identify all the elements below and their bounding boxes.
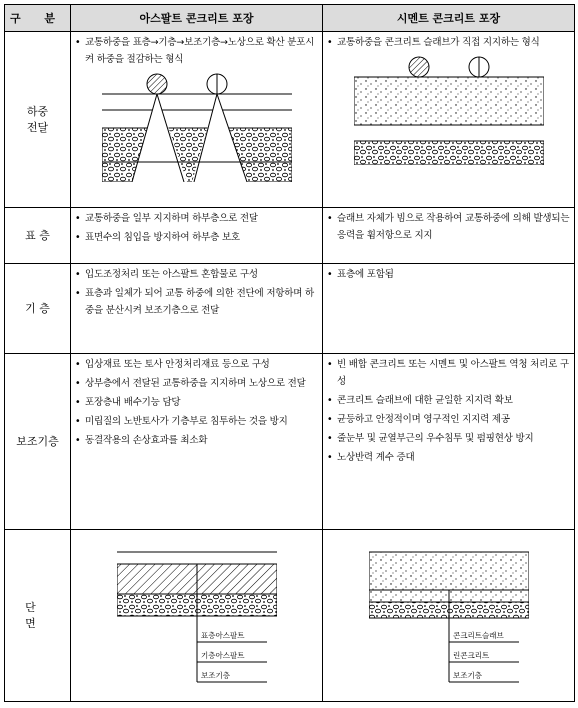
label-load-line2: 전달 [26,120,49,134]
cement-legend-slab: 콘크리트슬래브 [452,631,504,640]
header-row [5,5,575,32]
asphalt-legend-base: 기층아스팔트 [200,651,244,660]
label-load-line1: 하중 [26,104,49,118]
label-cross-section: 단 면 [25,600,50,630]
asphalt-surface-item: • 표면수의 침입을 방지하여 하부층 보호 [71,229,322,246]
cement-subbase-item: • 줄눈부 및 균열부근의 우수침투 및 펌핑현상 방지 [323,430,574,447]
label-load-transfer [5,32,71,208]
header-cement: 시멘트 콘크리트 포장 [323,5,575,32]
asphalt-surface-cell [71,208,323,264]
asphalt-subbase-item: • 포장층내 배수기능 담당 [71,394,322,411]
asphalt-section-cell [71,530,323,702]
asphalt-base-item: • 표층과 일체가 되어 교통 하중에 의한 전단에 저항하며 하중을 분산시켜 보조기층으로 전달 [71,285,322,319]
row-load-transfer [5,32,575,208]
cement-subbase-cell [323,354,575,530]
cement-subbase-item: • 콘크리트 슬래브에 대한 균일한 지지력 확보 [323,392,574,409]
cement-section-diagram [369,534,529,684]
asphalt-subbase-cell [71,354,323,530]
cement-load-cell [323,32,575,208]
cement-legend-subbase: 보조기층 [452,671,482,680]
asphalt-subbase-item: • 입상재료 또는 토사 안정처리재료 등으로 구성 [71,356,322,373]
cement-section-cell [323,530,575,702]
row-base-layer [5,264,575,354]
cement-legend-lean: 린콘크리트 [452,651,489,660]
cement-surface-cell [323,208,575,264]
row-cross-section [5,530,575,702]
pavement-comparison-table-wrapper [4,4,574,704]
cement-subbase-item: • 노상반력 계수 증대 [323,449,574,466]
pavement-comparison-table [4,4,575,702]
label-base-layer: 기 층 [5,264,71,354]
label-cross-section-cell [5,530,71,702]
asphalt-load-cell [71,32,323,208]
asphalt-subbase-item: • 동결작용의 손상효과를 최소화 [71,432,322,449]
asphalt-load-diagram [102,72,292,182]
asphalt-load-item: • 교통하중을 표층→기층→보조기층→노상으로 확산 분포시켜 하중을 절감하는 형식 [71,34,322,68]
asphalt-base-cell [71,264,323,354]
asphalt-subbase-item: • 상부층에서 전달된 교통하중을 지지하며 노상으로 전달 [71,375,322,392]
asphalt-section-diagram [117,534,277,684]
cement-load-item: • 교통하중을 콘크리트 슬래브가 직접 지지하는 형식 [323,34,574,51]
row-surface-layer [5,208,575,264]
label-surface-layer: 표 층 [5,208,71,264]
cement-surface-item: • 슬래브 자체가 빔으로 작용하여 교통하중에 의해 발생되는 응력을 휨저항으로 지지 [323,210,574,244]
cement-base-item: • 표층에 포함됨 [323,266,574,283]
label-subbase-layer: 보조기층 [5,354,71,530]
asphalt-surface-item: • 교통하중을 일부 지지하며 하부층으로 전달 [71,210,322,227]
asphalt-base-item: • 입도조정처리 또는 아스팔트 혼합물로 구성 [71,266,322,283]
cement-subbase-item: • 균등하고 안정적이며 영구적인 지지력 제공 [323,411,574,428]
asphalt-legend-subbase: 보조기층 [200,671,230,680]
row-subbase-layer [5,354,575,530]
cement-subbase-item: • 빈 배합 콘크리트 또는 시멘트 및 아스팔트 역청 처리로 구성 [323,356,574,390]
asphalt-legend-surface: 표층아스팔트 [200,631,244,640]
header-category: 구 분 [5,5,71,32]
cement-base-cell [323,264,575,354]
asphalt-subbase-item: • 미립질의 노반토사가 기층부로 침투하는 것을 방지 [71,413,322,430]
header-asphalt: 아스팔트 콘크리트 포장 [71,5,323,32]
cement-load-diagram [354,55,544,165]
